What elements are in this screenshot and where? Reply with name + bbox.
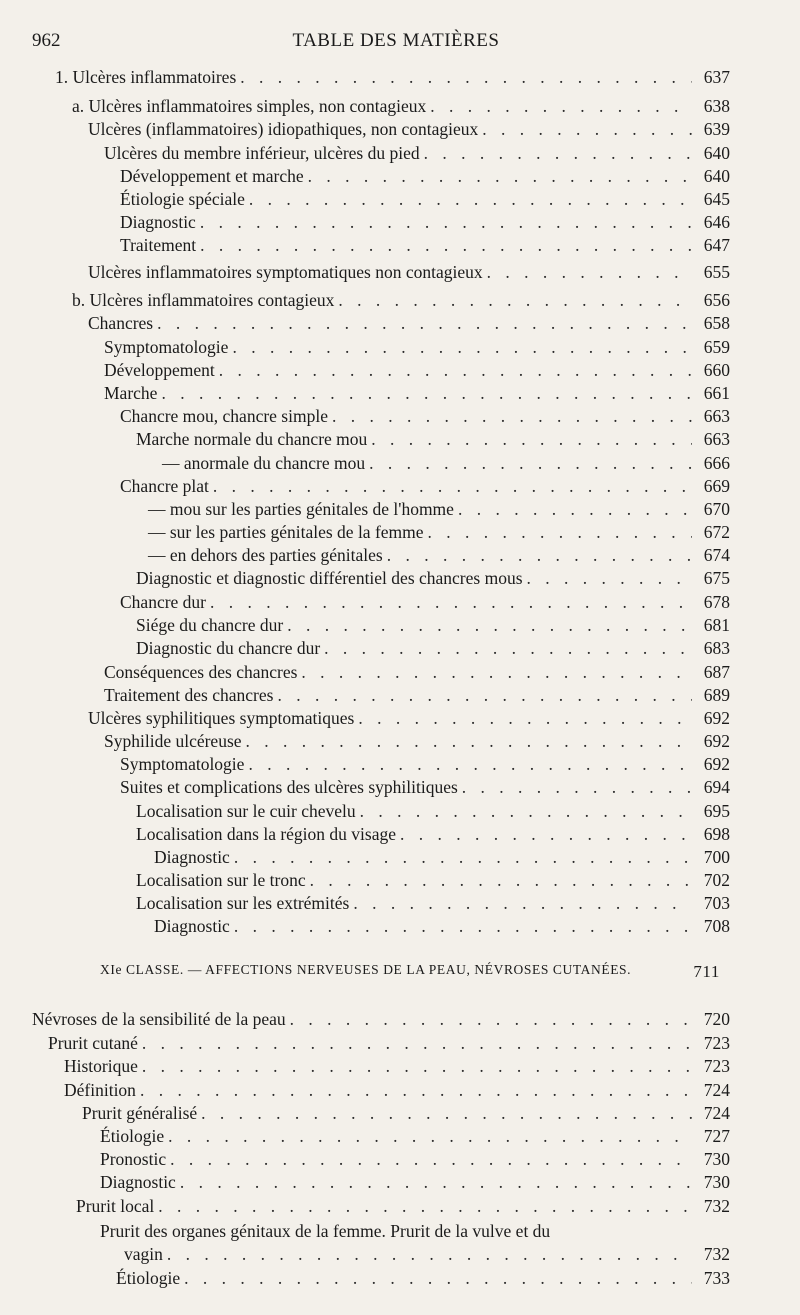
toc-entry [88,262,730,286]
dot-leader [424,143,692,164]
toc-entry [104,337,730,361]
dot-leader [287,615,692,636]
dot-leader [168,1126,692,1147]
dot-leader [232,337,692,358]
toc-entry-label: Chancre dur [120,592,207,612]
toc-entry-page: 702 [703,870,730,890]
toc-entry-label: Prurit généralisé [82,1103,198,1123]
dot-leader [161,383,692,404]
toc-entry-label: Diagnostic [120,212,196,232]
toc-entry [88,708,730,732]
toc-entry [55,67,730,91]
toc-entry-page: 658 [703,313,730,333]
dot-leader [140,1080,692,1101]
toc-entry-page: 727 [703,1126,730,1146]
dot-leader [248,754,692,775]
toc-entry-label: Traitement [120,235,197,255]
toc-entry [136,824,730,848]
dot-leader [167,1244,692,1265]
toc-entry-label: Traitement des chancres [104,685,274,705]
page-header [28,28,764,60]
toc-entry [48,1033,730,1057]
toc-entry-page: 640 [703,166,730,186]
dot-leader [338,290,692,311]
toc-entry-page: 637 [703,67,730,87]
toc-entry-label: Symptomatologie [104,337,229,357]
toc-entry-label: Étiologie [116,1268,181,1288]
toc-entry-label: Diagnostic et diagnostic différentiel des chancres mous [136,568,523,588]
dot-leader [428,522,692,543]
toc-entry-page: 700 [703,847,730,867]
dot-leader [290,1009,692,1030]
toc-entry-page: 666 [703,453,730,473]
toc-entry [120,212,730,236]
toc-entry-page: 669 [703,476,730,496]
toc-entry [82,1103,730,1127]
toc-entry-page: 730 [703,1172,730,1192]
toc-entry [136,638,730,662]
toc-entry-page: 678 [703,592,730,612]
toc-entry-page: 659 [703,337,730,357]
dot-leader [310,870,692,891]
toc-entry-page: 695 [703,801,730,821]
toc-entry [120,189,730,213]
dot-leader [360,801,692,822]
toc-entry [72,290,730,314]
dot-leader [430,96,692,117]
toc-entry-label: Chancre plat [120,476,209,496]
toc-entry-label: Localisation sur le tronc [136,870,306,890]
toc-entry-page: 645 [703,189,730,209]
toc-entry [136,801,730,825]
toc-entry-label: Chancre mou, chancre simple [120,406,328,426]
toc-entry-page: 661 [703,383,730,403]
toc-entry [120,166,730,190]
toc-entry-label: Siége du chancre dur [136,615,284,635]
dot-leader [353,893,692,914]
toc-entry-label: Étiologie spéciale [120,189,245,209]
toc-entry-label: Syphilide ulcéreuse [104,731,242,751]
dot-leader [180,1172,692,1193]
toc-entry-page: 723 [703,1056,730,1076]
toc-entry [104,360,730,384]
dot-leader [358,708,692,729]
toc-entry-page: 675 [703,568,730,588]
toc-entry-page: 672 [703,522,730,542]
dot-leader [234,916,692,937]
toc-entry-page: 692 [703,731,730,751]
dot-leader [200,212,692,233]
toc-entry-page: 732 [703,1196,730,1216]
toc-entry [154,916,730,940]
toc-entry-label: Ulcères du membre inférieur, ulcères du pied [104,143,420,163]
toc-entry-page: 724 [703,1080,730,1100]
toc-entry [154,847,730,871]
toc-entry [64,1056,730,1080]
toc-entry-page: 733 [703,1268,730,1288]
toc-entry [120,754,730,778]
toc-entry-label: a. Ulcères inflammatoires simples, non contagieux [72,96,427,116]
toc-entry-label: Névroses de la sensibilité de la peau [32,1009,286,1029]
toc-entry-label: Prurit cutané [48,1033,138,1053]
toc-entry [100,1221,730,1245]
toc-entry [100,1126,730,1150]
toc-entry-label: — sur les parties génitales de la femme [148,522,424,542]
dot-leader [369,453,692,474]
toc-entry-label: Chancres [88,313,154,333]
toc-entry-label: Prurit des organes génitaux de la femme. Prurit de la vulve et du [100,1221,551,1241]
toc-entry-page: 724 [703,1103,730,1123]
toc-entry [120,235,730,259]
page-number: 962 [32,30,61,51]
toc-entry [136,568,730,592]
dot-leader [240,67,692,88]
toc-entry-label: Localisation dans la région du visage [136,824,396,844]
toc-entry-page: 698 [703,824,730,844]
dot-leader [458,499,692,520]
toc-entry [76,1196,730,1220]
toc-entry-label: Développement [104,360,215,380]
toc-entry-page: 708 [703,916,730,936]
toc-entry [88,313,730,337]
dot-leader [157,313,692,334]
toc-entry [136,615,730,639]
toc-entry-label: Marche [104,383,158,403]
toc-entry-label: Prurit local [76,1196,155,1216]
toc-entry-label: Localisation sur les extrémités [136,893,350,913]
toc-entry-label: Ulcères (inflammatoires) idiopathiques, non contagieux [88,119,479,139]
toc-entry [104,731,730,755]
toc-entry-label: — en dehors des parties génitales [148,545,383,565]
toc-entry-label: — mou sur les parties génitales de l'homme [148,499,454,519]
toc-entry-label: Localisation sur le cuir chevelu [136,801,356,821]
toc-entry-label: Étiologie [100,1126,165,1146]
dot-leader [462,777,692,798]
toc-entry-page: 692 [703,708,730,728]
toc-entry-label: — anormale du chancre mou [162,453,366,473]
dot-leader [234,847,692,868]
toc-entry [64,1080,730,1104]
toc-entry [104,383,730,407]
dot-leader [184,1268,692,1289]
section-page: 711 [693,962,720,981]
toc-entry-page: 656 [703,290,730,310]
dot-leader [482,119,692,140]
toc-entry-label: Développement et marche [120,166,304,186]
toc-entry [104,662,730,686]
toc-entry-label: Ulcères inflammatoires symptomatiques non contagieux [88,262,483,282]
dot-leader [324,638,692,659]
toc-entry [148,522,730,546]
dot-leader [213,476,692,497]
toc-entry [120,777,730,801]
dot-leader [308,166,692,187]
toc-entry-page: 638 [703,96,730,116]
dot-leader [170,1149,692,1170]
dot-leader [201,1103,692,1124]
toc-entry-label: Ulcères syphilitiques symptomatiques [88,708,355,728]
dot-leader [158,1196,692,1217]
toc-entry [100,1172,730,1196]
toc-entry [32,1009,730,1033]
toc-entry-page: 692 [703,754,730,774]
dot-leader [246,731,692,752]
toc-entry [72,96,730,120]
toc-entry-page: 660 [703,360,730,380]
dot-leader [210,592,692,613]
toc-entry-label: Conséquences des chancres [104,662,298,682]
dot-leader [249,189,692,210]
toc-entry [116,1268,730,1292]
toc-entry-page: 694 [703,777,730,797]
toc-entry-label: b. Ulcères inflammatoires contagieux [72,290,335,310]
toc-entry-label: Diagnostic [154,847,230,867]
toc-entry-page: 720 [703,1009,730,1029]
toc-entry [136,870,730,894]
dot-leader [219,360,692,381]
toc-entry [104,685,730,709]
toc-entry [88,119,730,143]
toc-entry-page: 732 [703,1244,730,1264]
toc-entry-page: 647 [703,235,730,255]
toc-entry [120,476,730,500]
toc-entry [148,545,730,569]
toc-entry [162,453,730,477]
toc-entry-label: Diagnostic [100,1172,176,1192]
toc-entry-page: 723 [703,1033,730,1053]
dot-leader [387,545,692,566]
toc-entry [120,406,730,430]
toc-entry-label: 1. Ulcères inflammatoires [55,67,237,87]
dot-leader [200,235,692,256]
toc-entry-label: Pronostic [100,1149,167,1169]
toc-entry-page: 639 [703,119,730,139]
toc-entry-label: Diagnostic [154,916,230,936]
dot-leader [371,429,692,450]
toc-entry-label: Marche normale du chancre mou [136,429,368,449]
toc-entry-page: 674 [703,545,730,565]
toc-entry-page: 687 [703,662,730,682]
toc-entry [124,1244,730,1268]
toc-entry [136,893,730,917]
section-heading [100,962,720,982]
toc-entry-page: 663 [703,406,730,426]
toc-entry-label: Définition [64,1080,136,1100]
dot-leader [142,1056,692,1077]
toc-entry-label: Diagnostic du chancre dur [136,638,321,658]
section-label: XIe CLASSE. — AFFECTIONS NERVEUSES DE LA PEAU, NÉVROSES CUTANÉES. [100,962,632,977]
toc-entry-page: 670 [703,499,730,519]
toc-entry-page: 730 [703,1149,730,1169]
toc-entry-label: Symptomatologie [120,754,245,774]
toc-entry-label: Historique [64,1056,138,1076]
toc-entry [120,592,730,616]
dot-leader [301,662,692,683]
dot-leader [332,406,692,427]
toc-entry-page: 646 [703,212,730,232]
dot-leader [487,262,692,283]
toc-entry [148,499,730,523]
dot-leader [400,824,692,845]
dot-leader [142,1033,692,1054]
dot-leader [527,568,692,589]
toc-entry-page: 683 [703,638,730,658]
dot-leader [277,685,692,706]
toc-entry-label: Suites et complications des ulcères syphilitiques [120,777,458,797]
toc-entry [100,1149,730,1173]
toc-entry [136,429,730,453]
toc-entry-page: 689 [703,685,730,705]
page-title: TABLE DES MATIÈRES [292,30,500,51]
toc-entry [104,143,730,167]
toc-entry-page: 663 [703,429,730,449]
toc-entry-page: 655 [703,262,730,282]
toc-entry-page: 703 [703,893,730,913]
toc-entry-label: vagin [124,1244,163,1264]
toc-entry-page: 640 [703,143,730,163]
toc-entry-page: 681 [703,615,730,635]
